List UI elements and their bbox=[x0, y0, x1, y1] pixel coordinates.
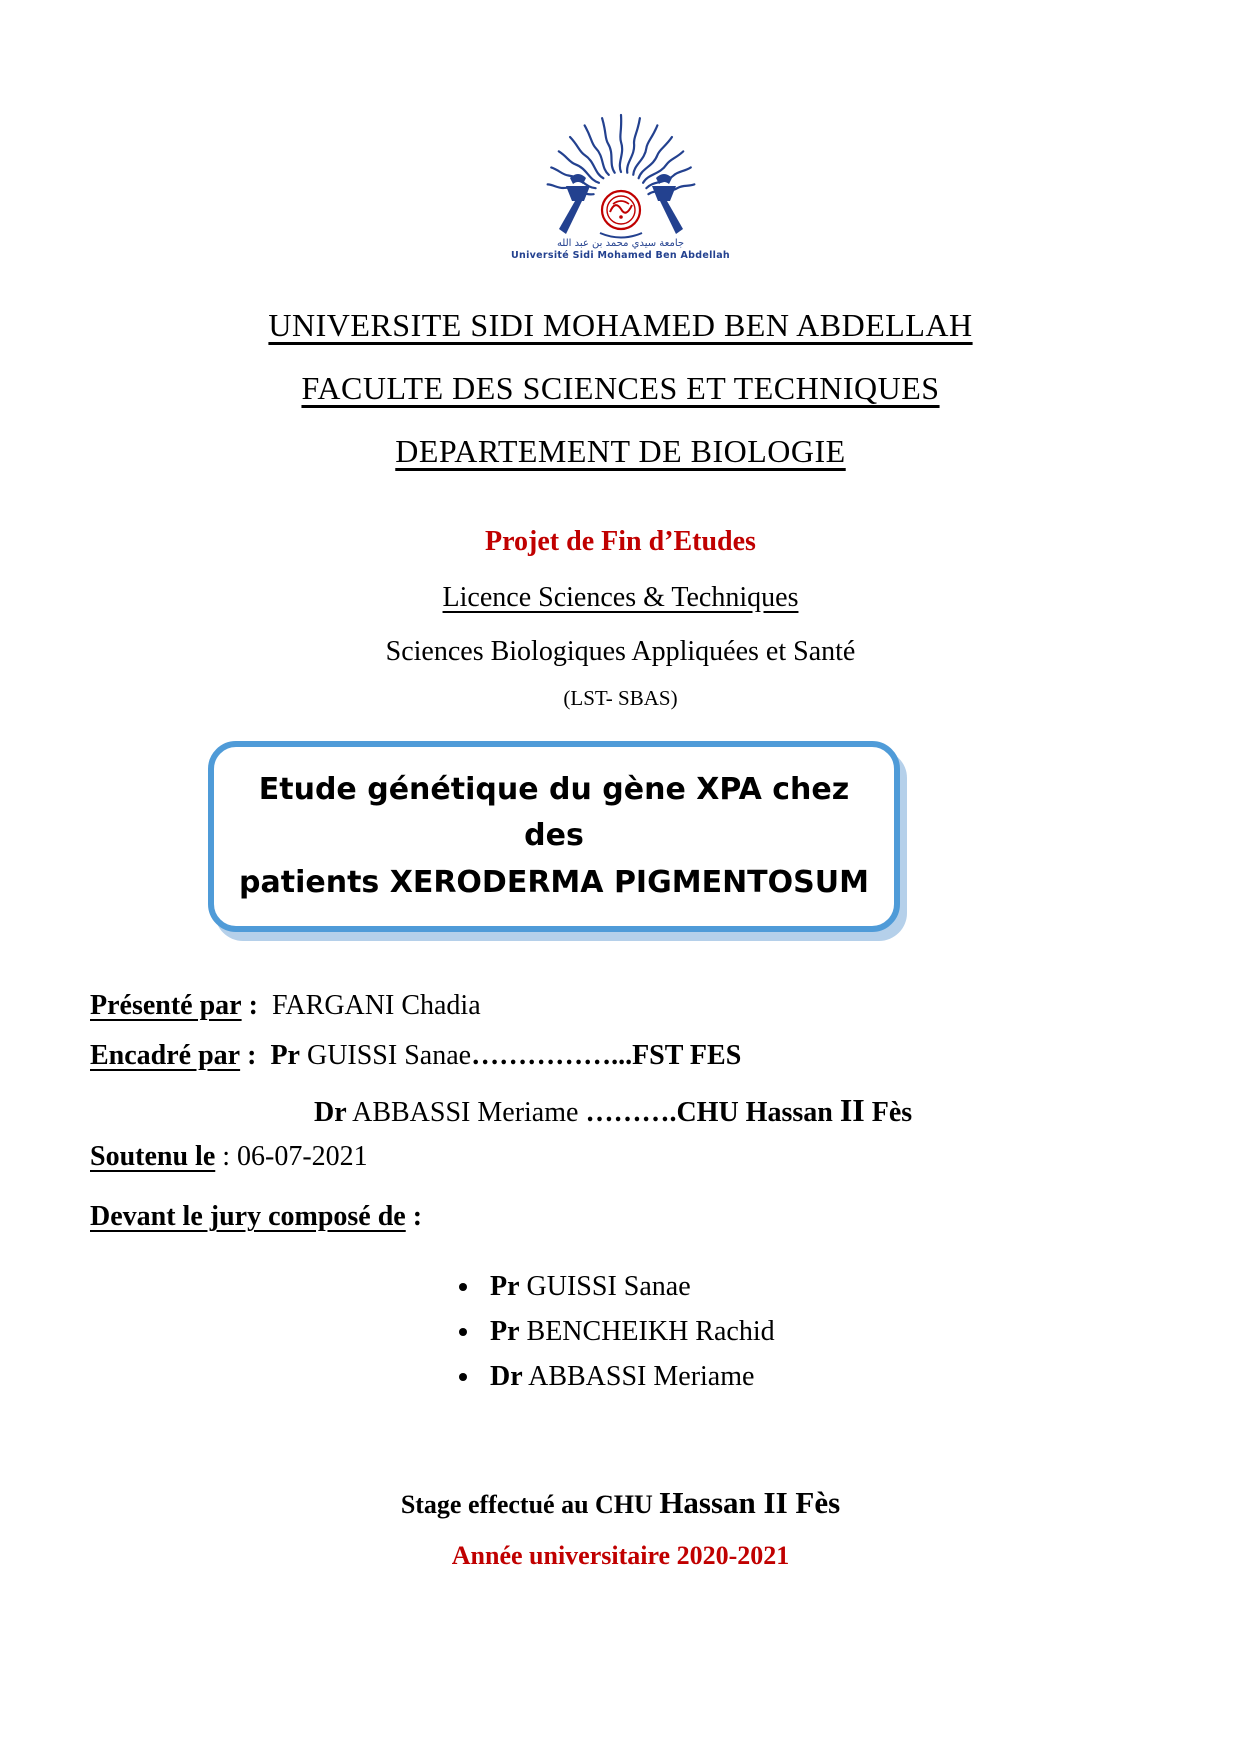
header-department-text: DEPARTEMENT DE BIOLOGIE bbox=[395, 432, 846, 469]
jury-heading-row bbox=[90, 1201, 1151, 1233]
academic-year-line: Année universitaire 2020-2021 bbox=[451, 1541, 790, 1571]
jury-heading-colon: : bbox=[412, 1201, 423, 1232]
jury-item bbox=[482, 1310, 1151, 1355]
defense-date-label: Soutenu le bbox=[90, 1141, 216, 1172]
presented-by-value: FARGANI Chadia bbox=[271, 990, 481, 1021]
defense-date-value: : 06-07-2021 bbox=[222, 1141, 368, 1172]
jury-heading-label: Devant le jury composé de bbox=[90, 1201, 406, 1232]
header-department bbox=[90, 433, 1151, 470]
base-flourish-icon bbox=[600, 233, 642, 238]
university-logo bbox=[90, 108, 1151, 261]
supervisor1-name: GUISSI Sanae bbox=[299, 1040, 472, 1071]
details-block bbox=[90, 990, 1151, 1399]
supervisor2-dots: ………. bbox=[585, 1097, 677, 1128]
supervisor2-name: ABBASSI Meriame bbox=[346, 1097, 586, 1128]
presented-by-colon: : bbox=[248, 990, 258, 1021]
degree-title-text: Licence Sciences & Techniques bbox=[442, 581, 799, 613]
supervised-by-row bbox=[90, 1040, 1151, 1072]
thesis-title-box bbox=[208, 741, 900, 933]
internship-hospital: Hassan II Fès bbox=[659, 1485, 841, 1521]
logo-caption: Université Sidi Mohamed Ben Abdellah bbox=[511, 249, 730, 261]
thesis-title-line2: patients XERODERMA PIGMENTOSUM bbox=[239, 864, 869, 900]
program-title: Sciences Biologiques Appliquées et Santé bbox=[385, 635, 856, 667]
header-university bbox=[90, 307, 1151, 344]
program-abbrev: (LST- SBAS) bbox=[563, 685, 678, 710]
supervised-by-colon: : bbox=[247, 1040, 257, 1071]
supervisor2-place-suffix: Fès bbox=[864, 1097, 913, 1128]
supervisor1-dots: ……………... bbox=[471, 1040, 633, 1071]
jury-item bbox=[482, 1265, 1151, 1310]
supervisor1-title: Pr bbox=[270, 1040, 300, 1071]
institution-header bbox=[90, 307, 1151, 470]
supervisor2-title: Dr bbox=[314, 1097, 347, 1128]
medallion-icon bbox=[602, 191, 640, 229]
supervised-by-label: Encadré par bbox=[90, 1040, 241, 1071]
jury-member-title: Pr bbox=[490, 1315, 520, 1347]
jury-member-name: GUISSI Sanae bbox=[519, 1271, 691, 1302]
internship-line bbox=[90, 1485, 1151, 1521]
logo-emblem bbox=[526, 108, 716, 240]
internship-prefix: Stage effectué au CHU bbox=[400, 1490, 660, 1520]
supervisor2-row bbox=[314, 1092, 1151, 1129]
fan-rays-icon bbox=[547, 115, 694, 195]
header-faculty-text: FACULTE DES SCIENCES ET TECHNIQUES bbox=[301, 369, 940, 406]
jury-item bbox=[482, 1355, 1151, 1400]
header-faculty bbox=[90, 370, 1151, 407]
logo-arabic-caption: جامعة سيدي محمد بن عبد الله bbox=[556, 238, 685, 249]
project-type-title: Projet de Fin d’Etudes bbox=[485, 525, 756, 557]
thesis-title-line1: Etude génétique du gène XPA chez des bbox=[258, 771, 850, 853]
supervisor1-place: FST FES bbox=[632, 1040, 742, 1071]
defense-date-row bbox=[90, 1141, 1151, 1173]
jury-member-name: ABBASSI Meriame bbox=[522, 1360, 755, 1392]
degree-title bbox=[90, 582, 1151, 614]
supervisor2-place-roman: II bbox=[839, 1092, 865, 1128]
jury-member-name: BENCHEIKH Rachid bbox=[519, 1315, 775, 1347]
jury-member-title: Pr bbox=[490, 1271, 520, 1302]
header-university-text: UNIVERSITE SIDI MOHAMED BEN ABDELLAH bbox=[268, 306, 973, 343]
presented-by-row bbox=[90, 990, 1151, 1022]
supervisor2-place-prefix: CHU Hassan bbox=[676, 1097, 840, 1128]
jury-list bbox=[482, 1265, 1151, 1399]
jury-member-title: Dr bbox=[490, 1360, 523, 1392]
presented-by-label: Présenté par bbox=[90, 990, 242, 1021]
